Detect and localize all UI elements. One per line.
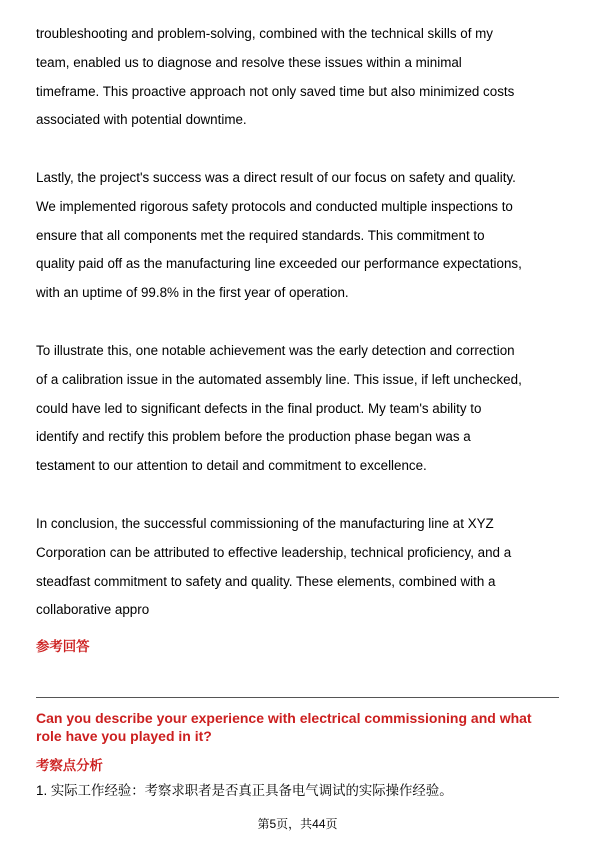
paragraph-line: testament to our attention to detail and commitment to excellence. <box>36 458 427 474</box>
analysis-label: 考察点分析 <box>36 758 103 773</box>
paragraph-safety-quality <box>36 164 566 308</box>
paragraph-line: associated with potential downtime. <box>36 112 247 128</box>
paragraph-line: of a calibration issue in the automated assembly line. This issue, if left unchecked, <box>36 371 522 387</box>
paragraph-line: Corporation can be attributed to effective leadership, technical proficiency, and a <box>36 544 512 560</box>
paragraph-line: In conclusion, the successful commissioning of the manufacturing line at XYZ <box>36 516 494 531</box>
paragraph-line: quality paid off as the manufacturing line exceeded our performance expectations, <box>36 256 522 272</box>
paragraph-line: Lastly, the project's success was a direct result of our focus on safety and quality. <box>36 170 516 185</box>
paragraph-line: steadfast commitment to safety and quality. These elements, combined with a <box>36 573 496 589</box>
paragraph-conclusion <box>36 510 566 625</box>
paragraph-calibration <box>36 337 566 481</box>
question-heading <box>36 709 561 745</box>
paragraph-line: collaborative appro <box>36 602 150 618</box>
paragraph-troubleshooting <box>36 20 566 135</box>
paragraph-line: We implemented rigorous safety protocols and conducted multiple inspections to <box>36 198 513 214</box>
paragraph-line: ensure that all components met the required standards. This commitment to <box>36 227 485 243</box>
question-line: role have you played in it? <box>36 728 212 744</box>
page-footer: 第5页，共44页 <box>257 817 338 831</box>
paragraph-line: troubleshooting and problem-solving, combined with the technical skills of my <box>36 26 494 41</box>
paragraph-line: To illustrate this, one notable achievement was the early detection and correction <box>36 343 515 358</box>
paragraph-line: with an uptime of 99.8% in the first year of operation. <box>36 285 349 301</box>
section-divider <box>36 697 559 698</box>
reference-answer-label: 参考回答 <box>36 639 90 654</box>
paragraph-line: timeframe. This proactive approach not only saved time but also minimized costs <box>36 83 515 99</box>
question-line: Can you describe your experience with electrical commissioning and what <box>36 710 532 726</box>
paragraph-line: identify and rectify this problem before the production phase began was a <box>36 429 471 445</box>
analysis-point-1: 1. 实际工作经验：考察求职者是否真正具备电气调试的实际操作经验。 <box>36 783 453 798</box>
paragraph-line: could have led to significant defects in the final product. My team's ability to <box>36 400 482 416</box>
paragraph-line: team, enabled us to diagnose and resolve these issues within a minimal <box>36 54 462 70</box>
